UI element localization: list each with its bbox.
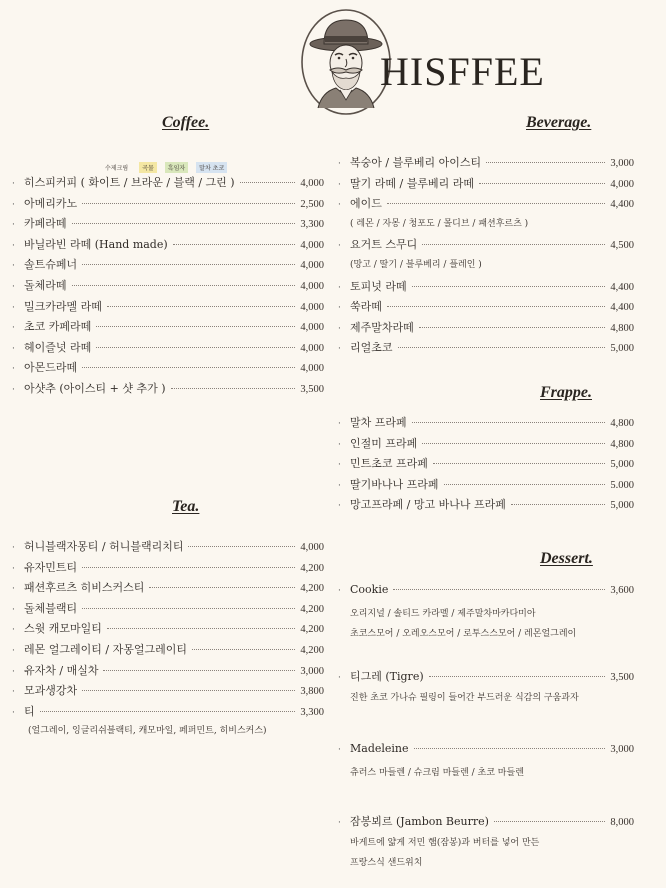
menu-item: · 티 3,300 bbox=[12, 704, 324, 718]
frappe-section-title: Frappe. bbox=[540, 384, 592, 401]
menu-item: · 민트초코 프라페 5,000 bbox=[338, 457, 634, 471]
menu-item-description: 츄러스 마들렌 / 슈크림 마들렌 / 초코 마들렌 bbox=[350, 767, 524, 778]
dessert-item bbox=[338, 742, 634, 783]
menu-item: · 요거트 스무디 4,500 bbox=[338, 238, 634, 252]
beverage-list bbox=[338, 154, 634, 360]
dessert-list bbox=[338, 583, 634, 879]
menu-item: · 돌체블랙티 4,200 bbox=[12, 601, 324, 615]
menu-item: · 딸기 라떼 / 블루베리 라떼 4,000 bbox=[338, 176, 634, 190]
menu-item: · 리얼초코 5,000 bbox=[338, 341, 634, 355]
legend-matcha-choco: 말차 초코 bbox=[196, 162, 227, 173]
menu-item: · 돌체라떼 4,000 bbox=[12, 278, 324, 292]
dessert-item bbox=[338, 813, 634, 874]
menu-item-description: 바게트에 얇게 저민 햄(잠봉)과 버터를 넣어 만든 bbox=[350, 838, 540, 849]
coffee-section-title: Coffee. bbox=[162, 114, 210, 131]
menu-item: · 바닐라빈 라떼 (Hand made) 4,000 bbox=[12, 237, 324, 251]
coffee-flavor-legend bbox=[102, 162, 227, 173]
menu-item: · 초코 카페라떼 4,000 bbox=[12, 320, 324, 334]
menu-item: · 티그레 (Tigre) 3,500 bbox=[338, 669, 634, 683]
menu-item: · 에이드 4,400 bbox=[338, 197, 634, 211]
legend-grain: 곡물 bbox=[139, 162, 157, 173]
menu-item: · 헤이즐넛 라떼 4,000 bbox=[12, 340, 324, 354]
tea-note: (얼그레이, 잉글리쉬블랙티, 캐모마일, 페퍼민트, 히비스커스) bbox=[28, 726, 267, 737]
brand-name: HISFFEE bbox=[380, 49, 545, 94]
menu-item: · 카페라떼 3,300 bbox=[12, 217, 324, 231]
menu-item-description: 프랑스식 샌드위치 bbox=[350, 858, 423, 869]
dessert-item bbox=[338, 583, 634, 644]
menu-item: · 아메리카노 2,500 bbox=[12, 196, 324, 210]
legend-cream: 수제크림 bbox=[105, 165, 129, 172]
menu-item-description: 오리지널 / 솔티드 카라멜 / 제주말차마카다미아 bbox=[350, 608, 536, 619]
dessert-section-title: Dessert. bbox=[540, 550, 593, 567]
coffee-list bbox=[12, 174, 324, 401]
menu-item: · 쑥라떼 4,400 bbox=[338, 300, 634, 314]
menu-item: · 유자차 / 매실차 3,000 bbox=[12, 663, 324, 677]
gentleman-logo-icon bbox=[300, 8, 392, 116]
beverage-section-title: Beverage. bbox=[526, 114, 592, 131]
menu-item: · Cookie 3,600 bbox=[338, 583, 634, 596]
menu-item-description: 초코스모어 / 오레오스모어 / 로투스스모어 / 레몬얼그레이 bbox=[350, 628, 577, 639]
menu-item: · 말차 프라페 4,800 bbox=[338, 416, 634, 429]
menu-item: · 히스피커피 ( 화이트 / 브라운 / 블랙 / 그린 ) 4,000 bbox=[12, 176, 324, 189]
menu-item: · 잠봉뵈르 (Jambon Beurre) 8,000 bbox=[338, 814, 634, 828]
menu-item: · 솔트슈페너 4,000 bbox=[12, 258, 324, 272]
menu-item: · 아몬드라떼 4,000 bbox=[12, 361, 324, 375]
menu-item: · 아샷추 (아이스티 + 샷 추가 ) 3,500 bbox=[12, 381, 324, 395]
menu-item-description: 진한 초코 가나슈 필링이 들어간 부드러운 식감의 구움과자 bbox=[350, 693, 579, 704]
menu-item: · 토피넛 라떼 4,400 bbox=[338, 279, 634, 293]
frappe-list bbox=[338, 414, 634, 517]
menu-item: · 인절미 프라페 4,800 bbox=[338, 436, 634, 450]
tea-section-title: Tea. bbox=[172, 498, 200, 515]
menu-item: · 복숭아 / 블루베리 아이스티 3,000 bbox=[338, 156, 634, 169]
menu-item: · 유자민트티 4,200 bbox=[12, 560, 324, 574]
menu-item: · 레몬 얼그레이티 / 자몽얼그레이티 4,200 bbox=[12, 642, 324, 656]
tea-list bbox=[12, 538, 324, 744]
menu-item: · 허니블랙자몽티 / 허니블랙리치티 4,000 bbox=[12, 540, 324, 553]
dessert-item bbox=[338, 668, 634, 709]
menu-item-options: ( 레몬 / 자몽 / 청포도 / 몰디브 / 패션후르츠 ) bbox=[350, 218, 529, 229]
menu-item: · 밀크카라멜 라떼 4,000 bbox=[12, 299, 324, 313]
menu-item: · 모과생강차 3,800 bbox=[12, 684, 324, 698]
menu-item: · 패션후르츠 히비스커스티 4,200 bbox=[12, 581, 324, 595]
legend-black-sesame: 흑임자 bbox=[165, 162, 188, 173]
menu-item: · Madeleine 3,000 bbox=[338, 742, 634, 756]
menu-item-options: (망고 / 딸기 / 블루베리 / 플레인 ) bbox=[350, 259, 482, 270]
menu-item: · 딸기바나나 프라페 5.000 bbox=[338, 477, 634, 491]
menu-item: · 스윗 캐모마일티 4,200 bbox=[12, 622, 324, 636]
menu-item: · 제주말차라떼 4,800 bbox=[338, 320, 634, 334]
menu-item: · 망고프라페 / 망고 바나나 프라페 5,000 bbox=[338, 498, 634, 512]
